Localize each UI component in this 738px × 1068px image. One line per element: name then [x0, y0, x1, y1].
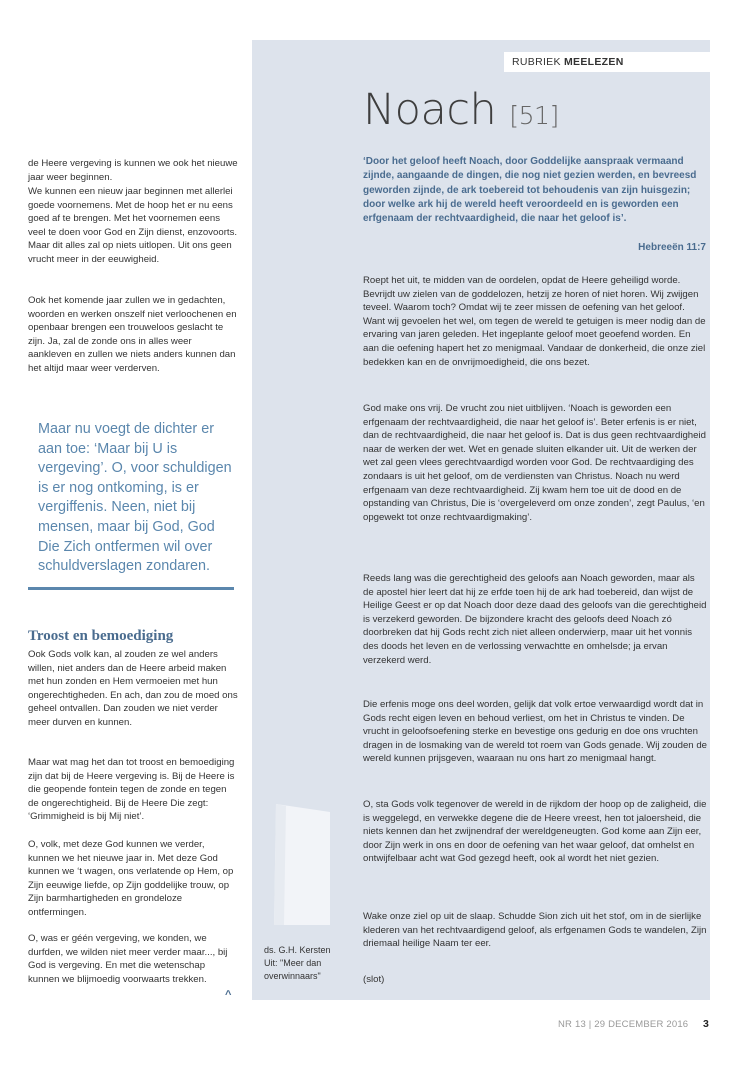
left-paragraph-6: O, volk, met deze God kunnen we verder, kunnen we het nieuwe jaar in. Met deze God kunnen we ‘t wagen, ons verlatende op Hem, op Zijn eeuwige liefde, op Zijn goddelijke trouw, op Zijn barmhartigheden en grondeloze ontfermingen. [28, 839, 234, 918]
caption-source-1: Uit: "Meer dan [264, 958, 322, 968]
left-paragraph-2: We kunnen een nieuw jaar beginnen met allerlei goede voornemens. Met de hoop het er nu eens goed af te brengen. Met het voornemen eens veel te doen voor God en Zijn dienst, enzovoorts. Maar dit alles zal op niets uitlopen. Uit ons geen vrucht meer in der eeuwigheid. [28, 186, 238, 265]
right-paragraph-1: Roept het uit, te midden van de oordelen, opdat de Heere geheiligd worde. Bevrijdt uw zielen van de goddelozen, hetzij ze horen of niet horen. Wij zwijgen teveel. Waarom toch? Omdat wij te zeer missen de oefening van het geloof. Want wij gevoelen het wel, om tegen de wereld te getuigen is meer nodig dan de ervaring van jaren geleden. Het ingeplante geloof moet geoefend worden. En aan die oefening hapert het zo menigmaal. Vandaar de donkerheid, die onze ziel bedekken kan en de onvrijmoedigheid, die ons bezet. [363, 275, 706, 368]
bible-quote: ‘Door het geloof heeft Noach, door Goddelijke aanspraak vermaand zijnde, aangaande de dingen, die nog niet gezien werden, en bevreesd geworden zijnde, de ark toebereid tot behoudenis van zijn huisgezin; door welke ark hij de wereld heeft veroordeeld en is geworden een erfgenaam der rechtvaardigheid, die naar het geloof is’. [363, 156, 697, 225]
right-paragraph-5: O, sta Gods volk tegenover de wereld in de rijkdom der hoop op de zaligheid, die is weggelegd, en verwekke degene die de Heere vreest, hen tot jaloersheid, die niets kennen dan het zwijnendraf der wereldgeneugten. God kome aan Zijn eer, door Zijn werk in ons en door de oefening van het waar geloof, dat omhelst en ontwijfelbaar acht wat God gezegd heeft, ook al wordt het niet gezien. [363, 799, 707, 865]
subheading: Troost en bemoediging [28, 628, 174, 644]
section-label-name: MEELEZEN [564, 56, 624, 68]
left-paragraph-4: Ook Gods volk kan, al zouden ze wel anders willen, niet anders dan de Heere arbeid maken met hun zonden en Hem vermoeien met hun ongerechtigheden. En ach, dan zou de moed ons geheel ontvallen. Dan zouden we niet verder meer durven en kunnen. [28, 649, 238, 728]
pull-quote: Maar nu voegt de dichter er aan toe: ‘Maar bij U is vergeving’. O, voor schuldigen is er nog ontkoming, is er vergiffenis. Neen, niet bij mensen, maar bij God, God Die Zich ontfermen wil over schuldverslagen zondaren. [38, 421, 232, 575]
article-title-number: [51] [509, 101, 559, 130]
right-paragraph-6: Wake onze ziel op uit de slaap. Schudde Sion zich uit het stof, om in de sierlijke klederen van het rechtvaardigend geloof, als erfgenamen Gods te wandelen, Zijn driemaal heilige Naam ter eer. [363, 911, 707, 950]
right-paragraph-3: Reeds lang was die gerechtigheid des geloofs aan Noach geworden, maar als de apostel hier leert dat hij ze erfde toen hij de ark had toebereid, dan wijst de Heilige Geest er op dat Noach door deze daad des geloofs van die gerechtigheid is verzekerd geworden. De bijzondere kracht des geloofs deed Noach zó doorbreken dat hij Gods recht zich niet alleen onderwierp, maar uit het vonnis des doods het leven en de verlossing verwachtte en omhelsde; ja ervan verzekerd werd. [363, 573, 707, 666]
section-label-prefix: RUBRIEK [512, 56, 561, 68]
right-paragraph-4: Die erfenis moge ons deel worden, gelijk dat volk ertoe verwaardigd wordt dat in Gods recht eigen leven en behoud verliest, om het in Christus te vinden. De vrucht in geloofsoefening sterke en bevestige ons gedurig en doe ons vruchten dragen in de losmaking van de wereld tot roem van Gods genade. Wij zouden de wereld kunnen prijsgeven, waaraan nu ons hart zo menigmaal hangt. [363, 699, 707, 765]
left-paragraph-1: de Heere vergeving is kunnen we ook het nieuwe jaar weer beginnen. [28, 158, 238, 183]
divider-rule [28, 587, 234, 590]
article-title [363, 82, 559, 144]
caption-author: ds. G.H. Kersten [264, 945, 331, 955]
issue-info: NR 13 | 29 DECEMBER 2016 [558, 1019, 689, 1030]
left-paragraph-3: Ook het komende jaar zullen we in gedachten, woorden en werken onszelf niet verloochenen en openbaar brengen een trouweloos geslacht te zijn. Ja, zal de zonde ons in alles weer aankleven en zullen we niets anders kunnen dan het altijd maar weer verderven. [28, 295, 237, 374]
photo-caption [264, 944, 344, 983]
caption-source-2: overwinnaars" [264, 971, 321, 981]
section-label [504, 52, 710, 72]
left-paragraph-5: Maar wat mag het dan tot troost en bemoediging zijn dat bij de Heere vergeving is. Bij de Heere is die geopende fontein tegen de zonde en tegen de ongerechtigheid. Bij de Heere Die zegt: ‘Grimmigheid is bij Mij niet’. [28, 757, 235, 823]
right-paragraph-2: God make ons vrij. De vrucht zou niet uitblijven. ‘Noach is geworden een erfgenaam der rechtvaardigheid, die naar het geloof is’. Beter erfenis is er niet, dan de rechtvaardigheid, die naar het geloof is. Dat is dus geen rechtvaardigheid naar de werken der wet. Wet en genade sluiten elkander uit. Uit de werken der wet zal geen vlees gerechtvaardigd worden voor God. De rechtvaardiging des zondaars is uit het geloof, om de verdiensten van Christus. Noach nu werd erfgenaam van deze rechtvaardigheid. Zij kwam hem toe uit de dood en de opstanding van Christus, Die is ‘overgeleverd om onze zonden’, zegt Paulus, ‘en opgewekt tot onze rechtvaardigmaking’. [363, 403, 706, 523]
closing-note: (slot) [363, 974, 385, 985]
end-mark-icon: ^ [225, 989, 232, 1001]
left-paragraph-7: O, was er géén vergeving, we konden, we durfden, we wilden niet meer verder maar..., bij God is vergeving. En met die wetenschap kunnen we blijmoedig voorwaarts trekken. [28, 933, 228, 985]
page-number: 3 [703, 1018, 709, 1030]
bible-reference: Hebreeën 11:7 [638, 242, 706, 253]
portrait-photo [268, 802, 336, 927]
article-title-main: Noach [363, 85, 497, 135]
